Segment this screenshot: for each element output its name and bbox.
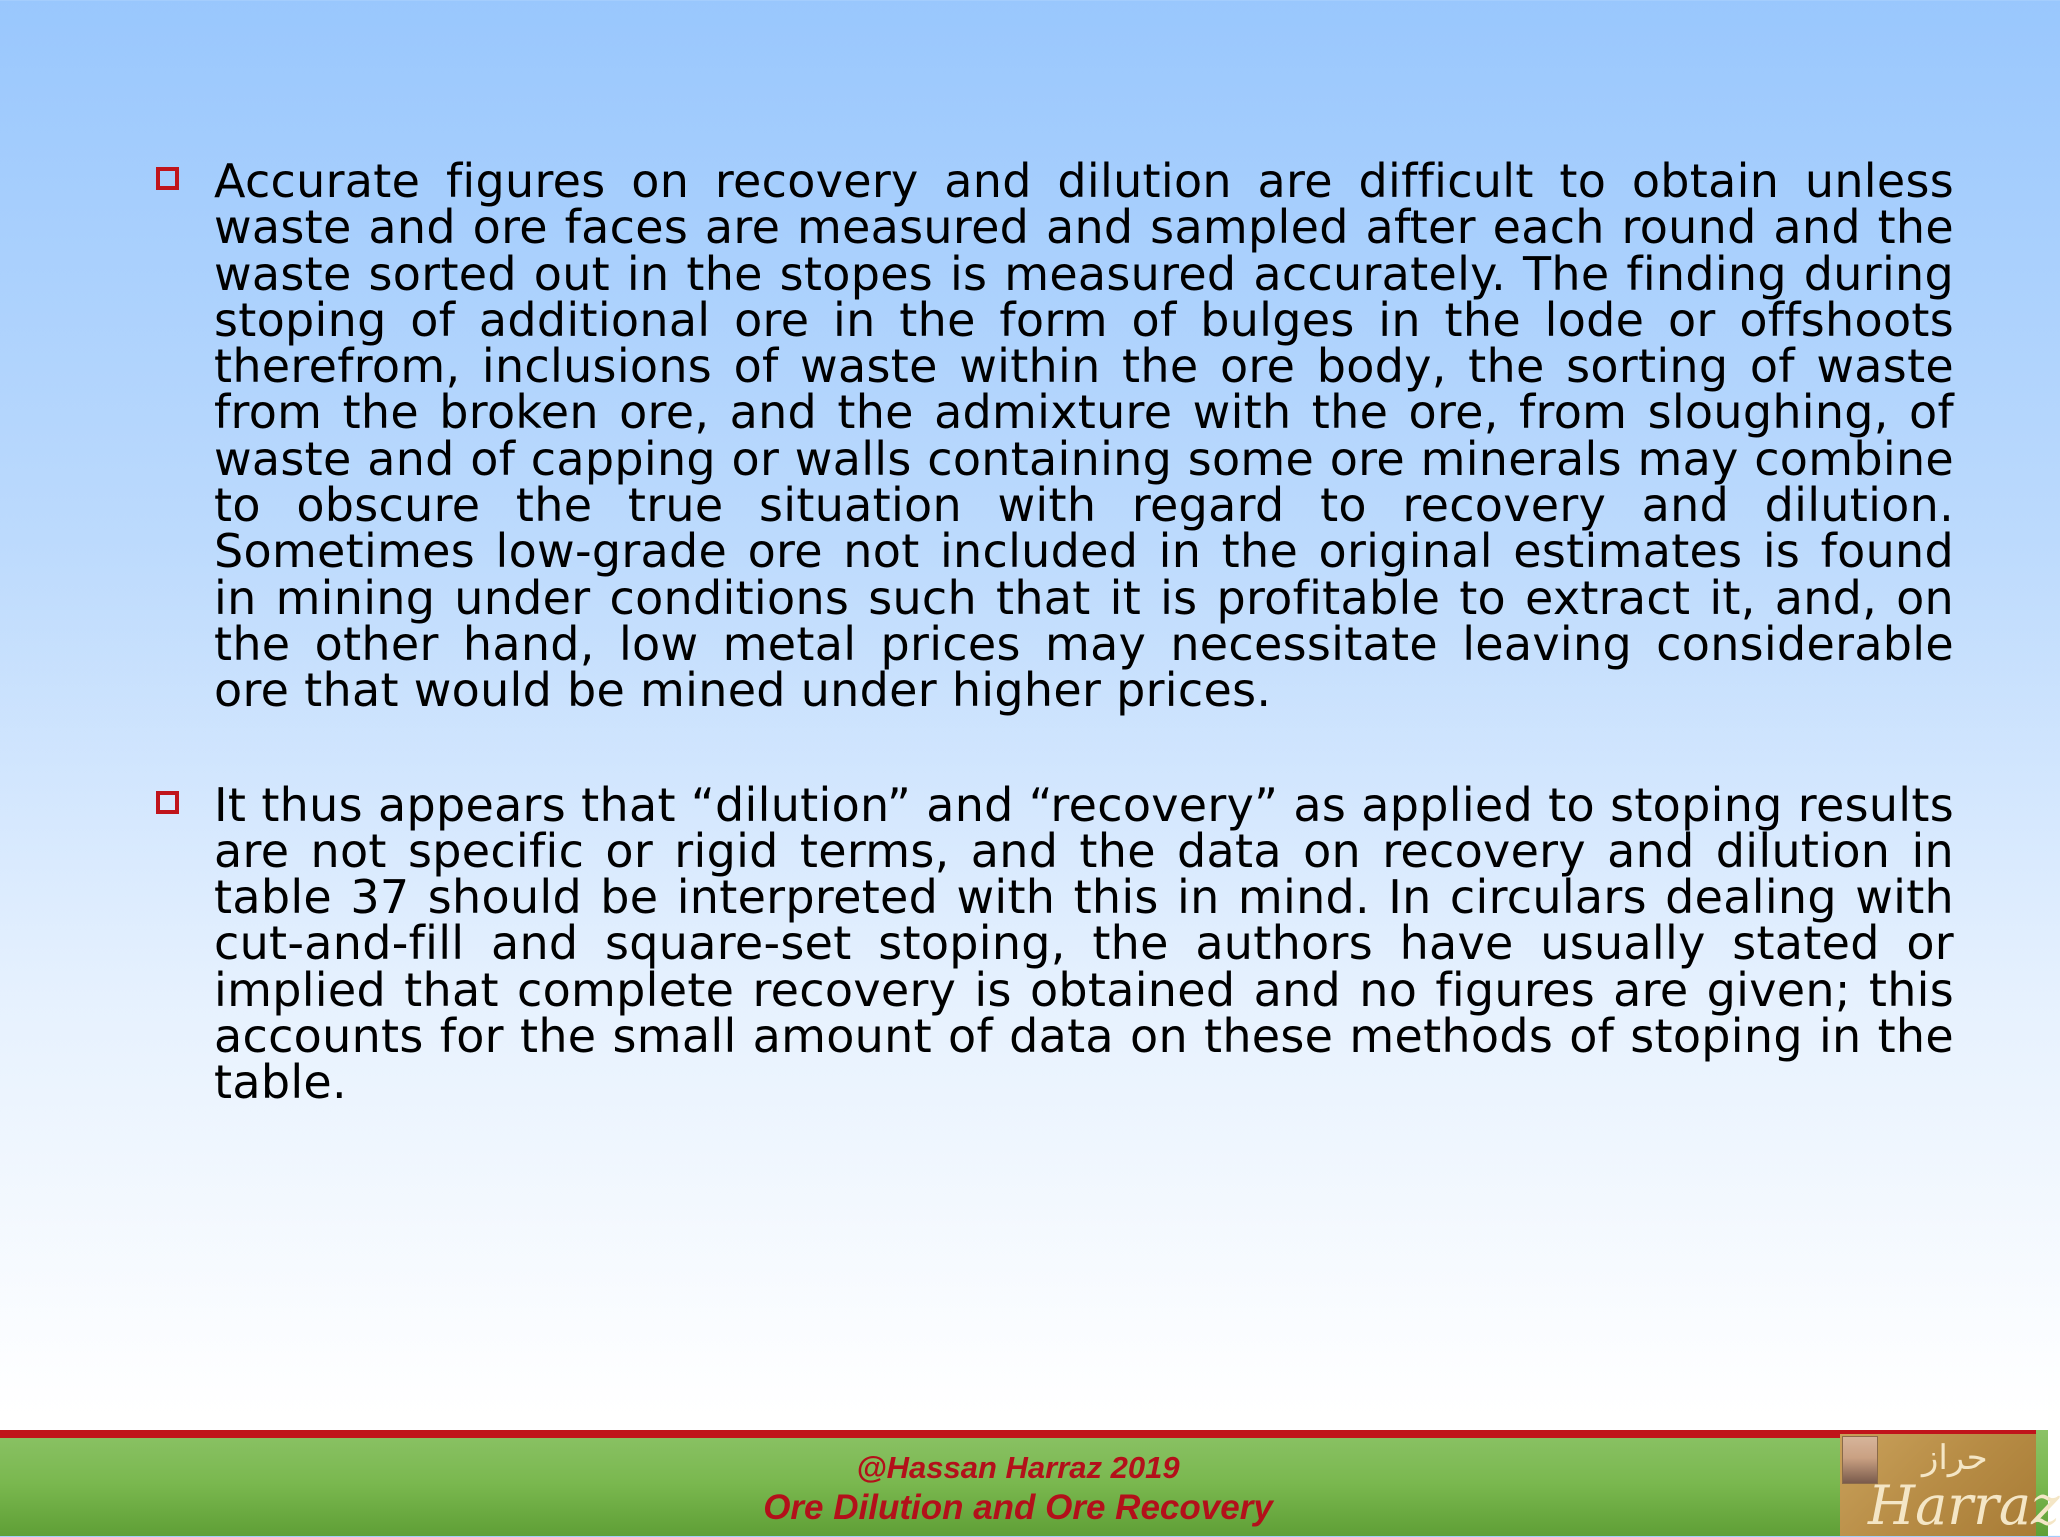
bullet-text: It thus appears that “dilution” and “recovery” as applied to stoping results are not specific or rigid terms, and the data on recovery and dilution in table 37 should be interpreted with this in mind. In circulars dealing with cut-and-fill and square-set stoping, the authors have usually stated or implied that complete recovery is obtained and no figures are given; this accounts for the small amount of data on these methods of stoping in the table. — [214, 777, 1954, 1110]
bullet-item — [150, 154, 1954, 718]
logo-arabic-text: حراز — [1922, 1438, 1988, 1478]
footer-author: @Hassan Harraz 2019 — [856, 1450, 1180, 1485]
footer-divider — [0, 1430, 2036, 1438]
bullet-text: Accurate figures on recovery and dilution are difficult to obtain unless waste and ore faces are measured and sampled after each round and the waste sorted out in the stopes is measured accurately. The finding during stoping of additional ore in the form of bulges in the lode or offshoots therefrom, inclusions of waste within the ore body, the sorting of waste from the broken ore, and the admixture with the ore, from sloughing, of waste and of capping or walls containing some ore minerals may combine to obscure the true situation with regard to recovery and dilution. Sometimes low-grade ore not included in the original estimates is found in mining under conditions such that it is profitable to extract it, and, on the other hand, low metal prices may necessitate leaving considerable ore that would be mined under higher prices. — [214, 154, 1954, 718]
slide-content — [150, 154, 1954, 1174]
square-bullet-icon — [156, 167, 179, 190]
harraz-logo — [1840, 1434, 2060, 1537]
bullet-item — [150, 777, 1954, 1110]
footer-title: Ore Dilution and Ore Recovery — [763, 1488, 1273, 1527]
logo-name-text: Harraz — [1868, 1474, 2060, 1537]
footer-bar — [0, 1430, 2048, 1536]
square-bullet-icon — [156, 791, 179, 814]
